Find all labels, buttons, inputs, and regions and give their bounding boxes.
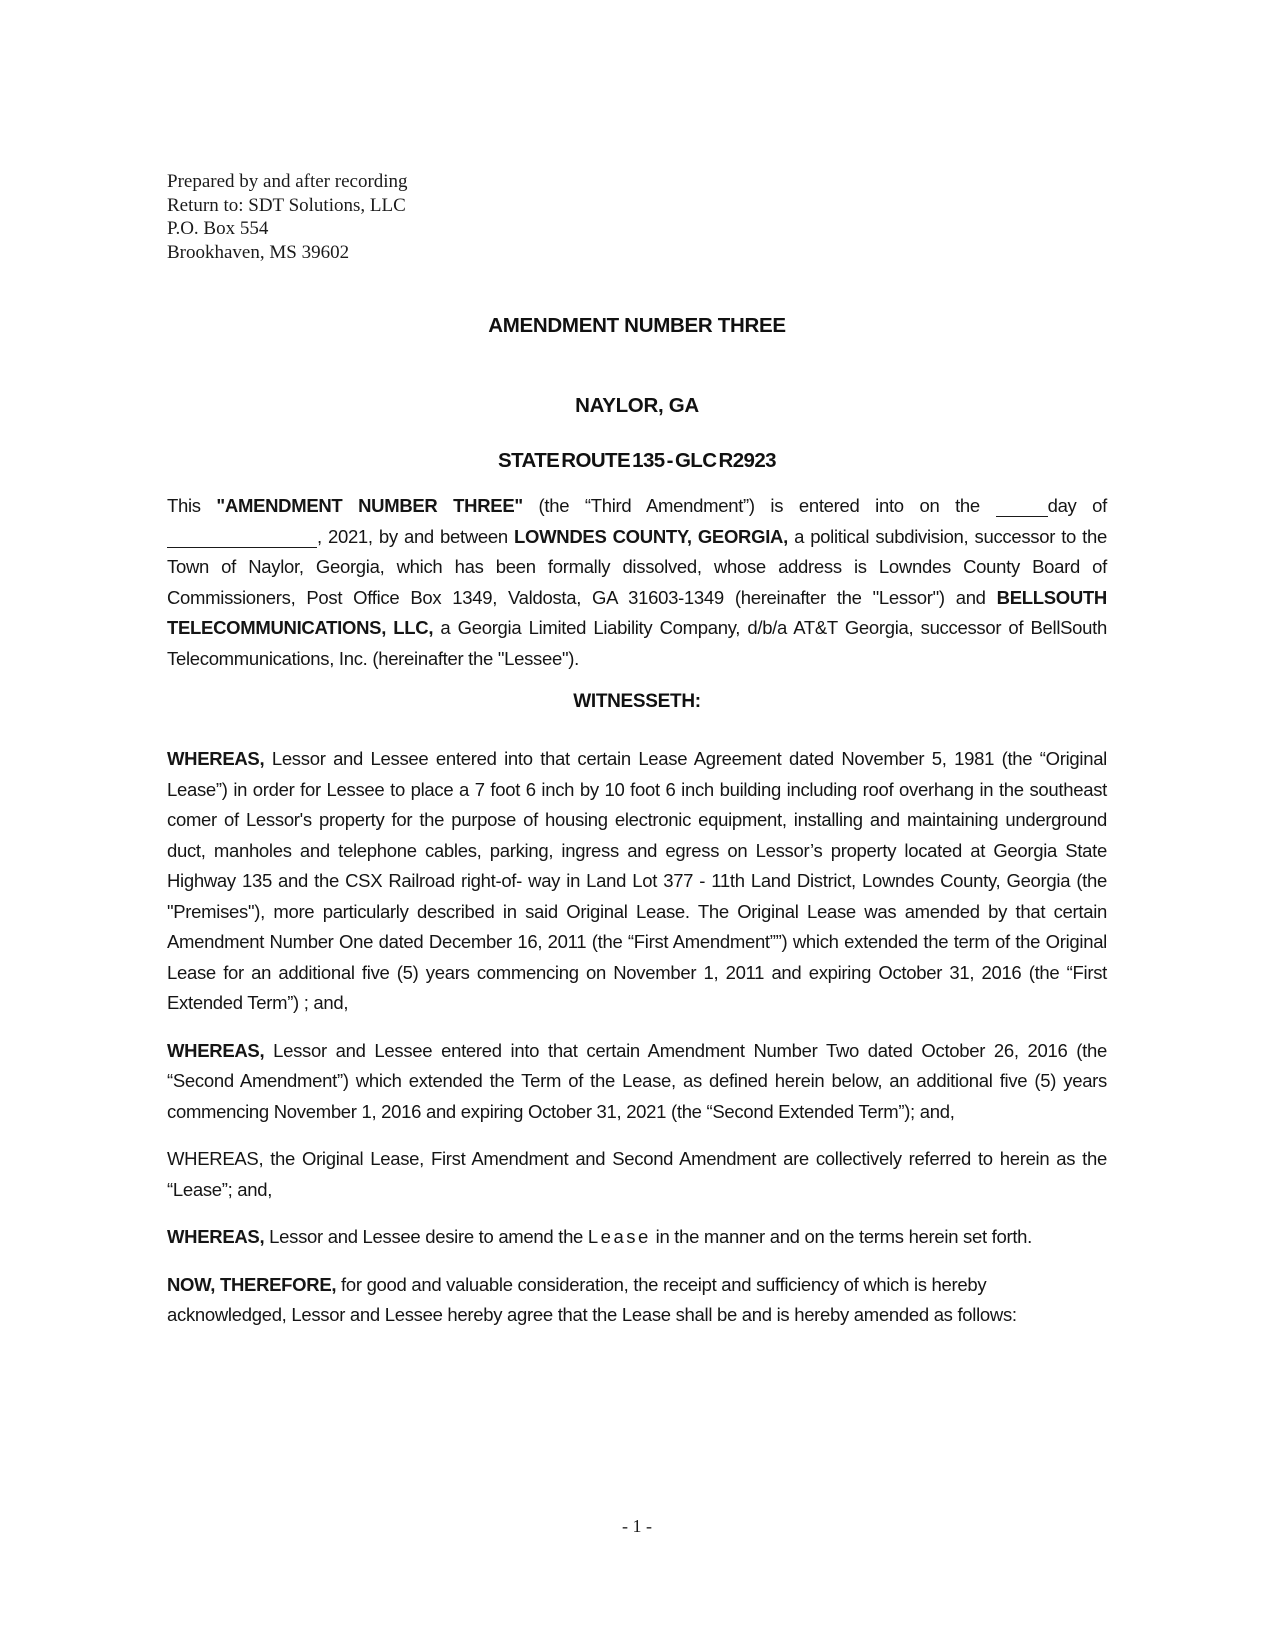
fill-in-blank xyxy=(167,528,317,548)
text-segment: BELLSOUTH TELECOMMUNICATIONS, LLC, xyxy=(167,586,1107,638)
recording-line-4: Brookhaven, MS 39602 xyxy=(167,241,350,263)
text-segment: This xyxy=(167,495,217,516)
whereas-original-lease xyxy=(167,744,1107,1019)
document-content xyxy=(167,170,1107,1348)
text-segment: in the manner and on the terms herein set forth. xyxy=(650,1226,1033,1247)
recording-block xyxy=(167,170,1107,264)
recording-line-1: Prepared by and after recording xyxy=(167,171,408,192)
text-segment: WHEREAS, xyxy=(167,1226,265,1247)
document-title: AMENDMENT NUMBER THREE xyxy=(488,314,786,337)
text-segment: a Georgia Limited Liability Company, d/b/a AT&T Georgia, successor of BellSouth Telecommunications, Inc. (hereinafter the "Lessee"). xyxy=(167,617,1107,669)
text-segment: NOW, THEREFORE, xyxy=(167,1273,337,1295)
page-number: - 1 - xyxy=(622,1516,652,1536)
text-segment: , 2021, by and between xyxy=(317,525,515,547)
text-segment: Lessor and Lessee desire to amend the xyxy=(264,1226,588,1247)
witnesseth-heading: WITNESSETH: xyxy=(573,691,701,712)
text-segment: Lease xyxy=(587,1226,651,1247)
text-segment: "AMENDMENT NUMBER THREE" xyxy=(216,495,539,516)
text-segment: Lessor and Lessee entered into that certain Lease Agreement dated November 5, 1981 (the “Original Lease”) in order for Lessee to place a 7 foot 6 inch by 10 foot 6 inch building including roof overhang in the southeast comer of Lessor's property for the purpose of housing electronic equipment, installing and maintaining underground duct, manholes and telephone cables, parking, ingress and egress on Lessor’s property located at Georgia State Highway 135 and the CSX Railroad right-of- way in Land Lot 377 - 11th Land District, Lowndes County, Georgia (the "Premises"), more particularly described in said Original Lease. The Original Lease was amended by that certain Amendment Number One dated December 16, 2011 (the “First Amendment””) which extended the term of the Original Lease for an additional five (5) years commencing on November 1, 2011 and expiring October 31, 2016 (the “First Extended Term”) ; and, xyxy=(167,748,1107,1013)
route-title: STATE ROUTE 135 - GLC R2923 xyxy=(498,449,776,472)
text-segment: WHEREAS, the Original Lease, First Amendment and Second Amendment are collectively referred to herein as the “Lease”; and, xyxy=(167,1148,1107,1200)
text-segment: (the “Third Amendment”) is entered into on the xyxy=(538,495,996,516)
intro-paragraph xyxy=(167,491,1107,674)
now-therefore xyxy=(167,1270,1107,1331)
whereas-desire-to-amend xyxy=(167,1222,1107,1253)
location-title: NAYLOR, GA xyxy=(575,394,699,417)
whereas-second-amendment xyxy=(167,1036,1107,1128)
text-segment: for good and valuable consideration, the receipt and sufficiency of which is hereby acknowledged, Lessor and Lessee hereby agree that the Lease shall be and is hereby amended as follows: xyxy=(167,1273,1017,1325)
text-segment: LOWNDES COUNTY, GEORGIA, xyxy=(514,525,788,547)
fill-in-blank xyxy=(996,498,1048,518)
text-segment: day of xyxy=(1047,495,1107,516)
document-body xyxy=(167,491,1107,1331)
recording-line-3: P.O. Box 554 xyxy=(167,218,269,239)
whereas-collective-lease xyxy=(167,1144,1107,1205)
text-segment: WHEREAS, xyxy=(167,748,265,769)
text-segment: a political subdivision, successor to the Town of Naylor, Georgia, which has been formally dissolved, whose address is Lowndes County Board of Commissioners, Post Office Box 1349, Valdosta, GA 31603-1349 (hereinafter the "Lessor") and xyxy=(167,525,1107,608)
recording-line-2: Return to: SDT Solutions, LLC xyxy=(167,194,406,216)
text-segment: Lessor and Lessee entered into that certain Amendment Number Two dated October 26, 2016 (the “Second Amendment”) which extended the Term of the Lease, as defined herein below, an additional five (5) years commencing November 1, 2016 and expiring October 31, 2021 (the “Second Extended Term”); and, xyxy=(167,1039,1107,1122)
text-segment: WHEREAS, xyxy=(167,1039,265,1061)
